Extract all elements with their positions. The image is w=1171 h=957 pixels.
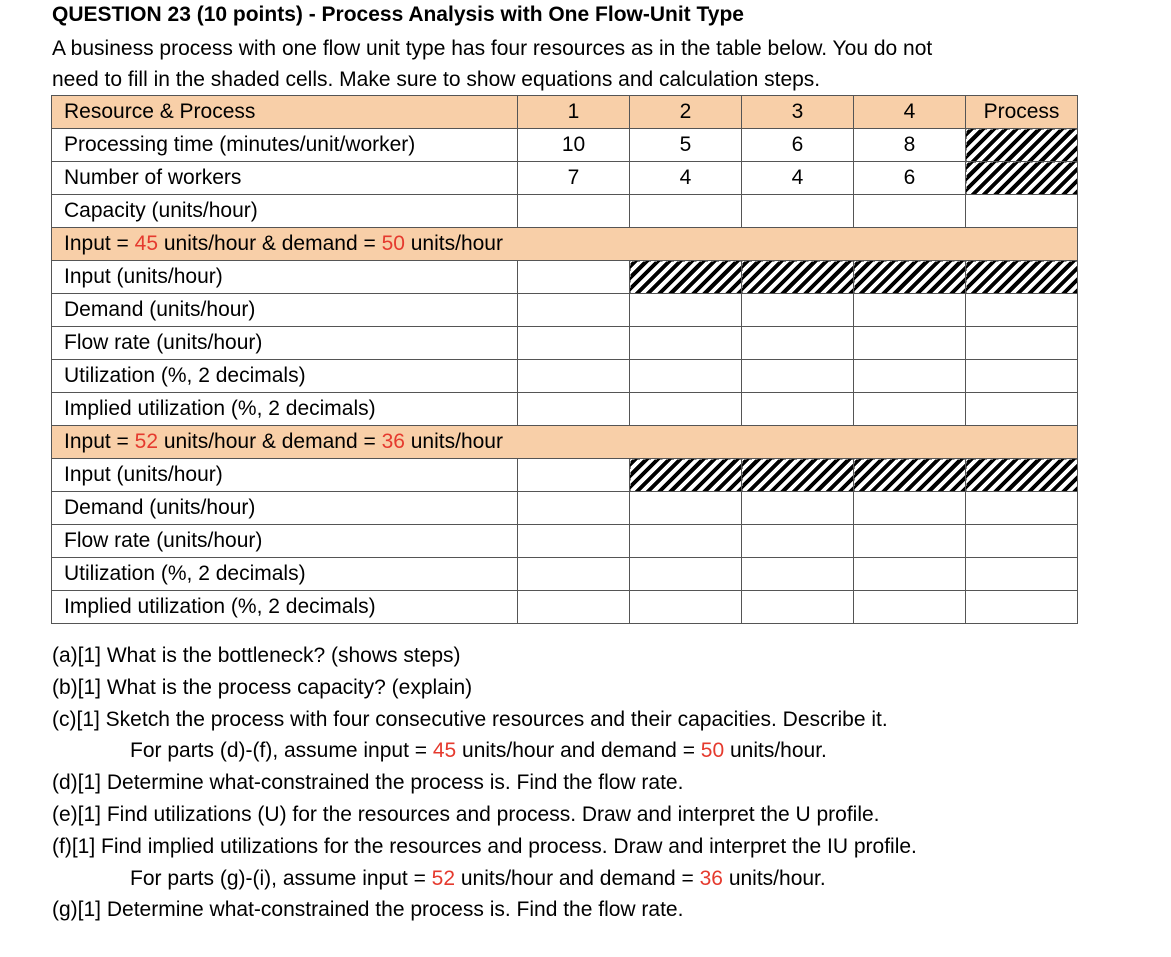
- note-1-demand: 50: [700, 739, 725, 763]
- question-title: QUESTION 23 (10 points) - Process Analysis with One Flow-Unit Type: [52, 3, 744, 26]
- scenario-1-label: Input = 45 units/hour & demand = 50 units/hour: [52, 228, 1078, 261]
- answer-cell[interactable]: [518, 261, 630, 294]
- shaded-cell: [742, 459, 854, 492]
- s2-row-demand: Demand (units/hour): [52, 492, 518, 525]
- question-f: (f)[1] Find implied utilizations for the resources and process. Draw and interpret the IU profile.: [52, 834, 917, 858]
- processing-time-3: 6: [742, 129, 854, 162]
- answer-cell[interactable]: [518, 525, 630, 558]
- workers-1: 7: [518, 162, 630, 195]
- answer-cell[interactable]: [518, 360, 630, 393]
- answer-cell[interactable]: [742, 591, 854, 624]
- answer-cell[interactable]: [630, 294, 742, 327]
- scenario-2-label: Input = 52 units/hour & demand = 36 units/hour: [52, 426, 1078, 459]
- answer-cell[interactable]: [966, 195, 1078, 228]
- answer-cell[interactable]: [518, 327, 630, 360]
- row-label-processing-time: Processing time (minutes/unit/worker): [52, 129, 518, 162]
- answer-cell[interactable]: [742, 360, 854, 393]
- answer-cell[interactable]: [630, 393, 742, 426]
- table-row: [52, 558, 1078, 591]
- answer-cell[interactable]: [742, 327, 854, 360]
- table-row: [52, 492, 1078, 525]
- answer-cell[interactable]: [854, 558, 966, 591]
- answer-cell[interactable]: [630, 558, 742, 591]
- scenario-1-input: 45: [134, 232, 158, 255]
- s1-row-implied-utilization: Implied utilization (%, 2 decimals): [52, 393, 518, 426]
- table-row: [52, 360, 1078, 393]
- shaded-cell: [966, 129, 1078, 162]
- s1-row-flow-rate: Flow rate (units/hour): [52, 327, 518, 360]
- answer-cell[interactable]: [630, 492, 742, 525]
- answer-cell[interactable]: [742, 294, 854, 327]
- table-row: [52, 525, 1078, 558]
- answer-cell[interactable]: [854, 360, 966, 393]
- answer-cell[interactable]: [630, 327, 742, 360]
- question-a: (a)[1] What is the bottleneck? (shows steps): [52, 644, 461, 667]
- header-col-process: Process: [966, 96, 1078, 129]
- answer-cell[interactable]: [966, 525, 1078, 558]
- shaded-cell: [854, 459, 966, 492]
- question-g: (g)[1] Determine what-constrained the process is. Find the flow rate.: [52, 898, 684, 922]
- shaded-cell: [966, 162, 1078, 195]
- scenario-2-header: [52, 426, 1078, 459]
- table-row: [52, 129, 1078, 162]
- answer-cell[interactable]: [854, 195, 966, 228]
- question-list: [52, 640, 917, 926]
- s1-row-input: Input (units/hour): [52, 261, 518, 294]
- answer-cell[interactable]: [518, 393, 630, 426]
- s1-row-utilization: Utilization (%, 2 decimals): [52, 360, 518, 393]
- question-c: (c)[1] Sketch the process with four consecutive resources and their capacities. Describe it.: [52, 707, 888, 731]
- table-row: [52, 195, 1078, 228]
- note-2-input: 52: [431, 866, 456, 890]
- intro-text: [52, 33, 1152, 95]
- question-b: (b)[1] What is the process capacity? (explain): [52, 675, 473, 699]
- shaded-cell: [630, 459, 742, 492]
- assumption-note-2: For parts (g)-(i), assume input = 52 units/hour and demand = 36 units/hour.: [130, 866, 826, 890]
- table-header-row: [52, 96, 1078, 129]
- s2-row-flow-rate: Flow rate (units/hour): [52, 525, 518, 558]
- answer-cell[interactable]: [742, 525, 854, 558]
- answer-cell[interactable]: [630, 525, 742, 558]
- header-label: Resource & Process: [52, 96, 518, 129]
- answer-cell[interactable]: [518, 591, 630, 624]
- answer-cell[interactable]: [518, 558, 630, 591]
- assumption-note-1: For parts (d)-(f), assume input = 45 units/hour and demand = 50 units/hour.: [130, 739, 827, 763]
- header-col-2: 2: [630, 96, 742, 129]
- scenario-2-input: 52: [134, 430, 158, 453]
- answer-cell[interactable]: [742, 558, 854, 591]
- question-d: (d)[1] Determine what-constrained the process is. Find the flow rate.: [52, 771, 684, 795]
- answer-cell[interactable]: [630, 195, 742, 228]
- intro-line-1: A business process with one flow unit type has four resources as in the table below. You do not: [52, 37, 933, 60]
- shaded-cell: [966, 459, 1078, 492]
- workers-4: 6: [854, 162, 966, 195]
- answer-cell[interactable]: [966, 360, 1078, 393]
- answer-cell[interactable]: [630, 360, 742, 393]
- table-row: [52, 162, 1078, 195]
- s1-row-demand: Demand (units/hour): [52, 294, 518, 327]
- scenario-1-demand: 50: [381, 232, 405, 255]
- table-row: [52, 261, 1078, 294]
- table-row: [52, 294, 1078, 327]
- answer-cell[interactable]: [966, 393, 1078, 426]
- table-row: [52, 393, 1078, 426]
- header-col-3: 3: [742, 96, 854, 129]
- answer-cell[interactable]: [742, 492, 854, 525]
- answer-cell[interactable]: [966, 591, 1078, 624]
- answer-cell[interactable]: [854, 492, 966, 525]
- shaded-cell: [630, 261, 742, 294]
- s2-row-utilization: Utilization (%, 2 decimals): [52, 558, 518, 591]
- answer-cell[interactable]: [742, 195, 854, 228]
- row-label-workers: Number of workers: [52, 162, 518, 195]
- answer-cell[interactable]: [966, 558, 1078, 591]
- answer-cell[interactable]: [518, 294, 630, 327]
- table-row: [52, 591, 1078, 624]
- shaded-cell: [742, 261, 854, 294]
- scenario-1-header: [52, 228, 1078, 261]
- processing-time-1: 10: [518, 129, 630, 162]
- answer-cell[interactable]: [854, 294, 966, 327]
- table-row: [52, 327, 1078, 360]
- table-row: [52, 459, 1078, 492]
- shaded-cell: [854, 261, 966, 294]
- answer-cell[interactable]: [742, 393, 854, 426]
- row-label-capacity: Capacity (units/hour): [52, 195, 518, 228]
- header-col-4: 4: [854, 96, 966, 129]
- processing-time-4: 8: [854, 129, 966, 162]
- processing-time-2: 5: [630, 129, 742, 162]
- scenario-2-demand: 36: [381, 430, 405, 453]
- note-2-demand: 36: [699, 866, 723, 890]
- answer-cell[interactable]: [854, 591, 966, 624]
- s2-row-implied-utilization: Implied utilization (%, 2 decimals): [52, 591, 518, 624]
- answer-cell[interactable]: [518, 195, 630, 228]
- answer-cell[interactable]: [518, 459, 630, 492]
- answer-cell[interactable]: [518, 492, 630, 525]
- note-1-input: 45: [432, 739, 457, 763]
- answer-cell[interactable]: [966, 492, 1078, 525]
- intro-line-2: need to fill in the shaded cells. Make sure to show equations and calculation steps.: [52, 68, 821, 91]
- answer-cell[interactable]: [854, 393, 966, 426]
- answer-cell[interactable]: [966, 294, 1078, 327]
- answer-cell[interactable]: [854, 525, 966, 558]
- question-e: (e)[1] Find utilizations (U) for the resources and process. Draw and interpret the U profile.: [52, 802, 880, 826]
- shaded-cell: [966, 261, 1078, 294]
- resource-table: [51, 95, 1078, 624]
- s2-row-input: Input (units/hour): [52, 459, 518, 492]
- answer-cell[interactable]: [630, 591, 742, 624]
- header-col-1: 1: [518, 96, 630, 129]
- workers-3: 4: [742, 162, 854, 195]
- workers-2: 4: [630, 162, 742, 195]
- answer-cell[interactable]: [854, 327, 966, 360]
- answer-cell[interactable]: [966, 327, 1078, 360]
